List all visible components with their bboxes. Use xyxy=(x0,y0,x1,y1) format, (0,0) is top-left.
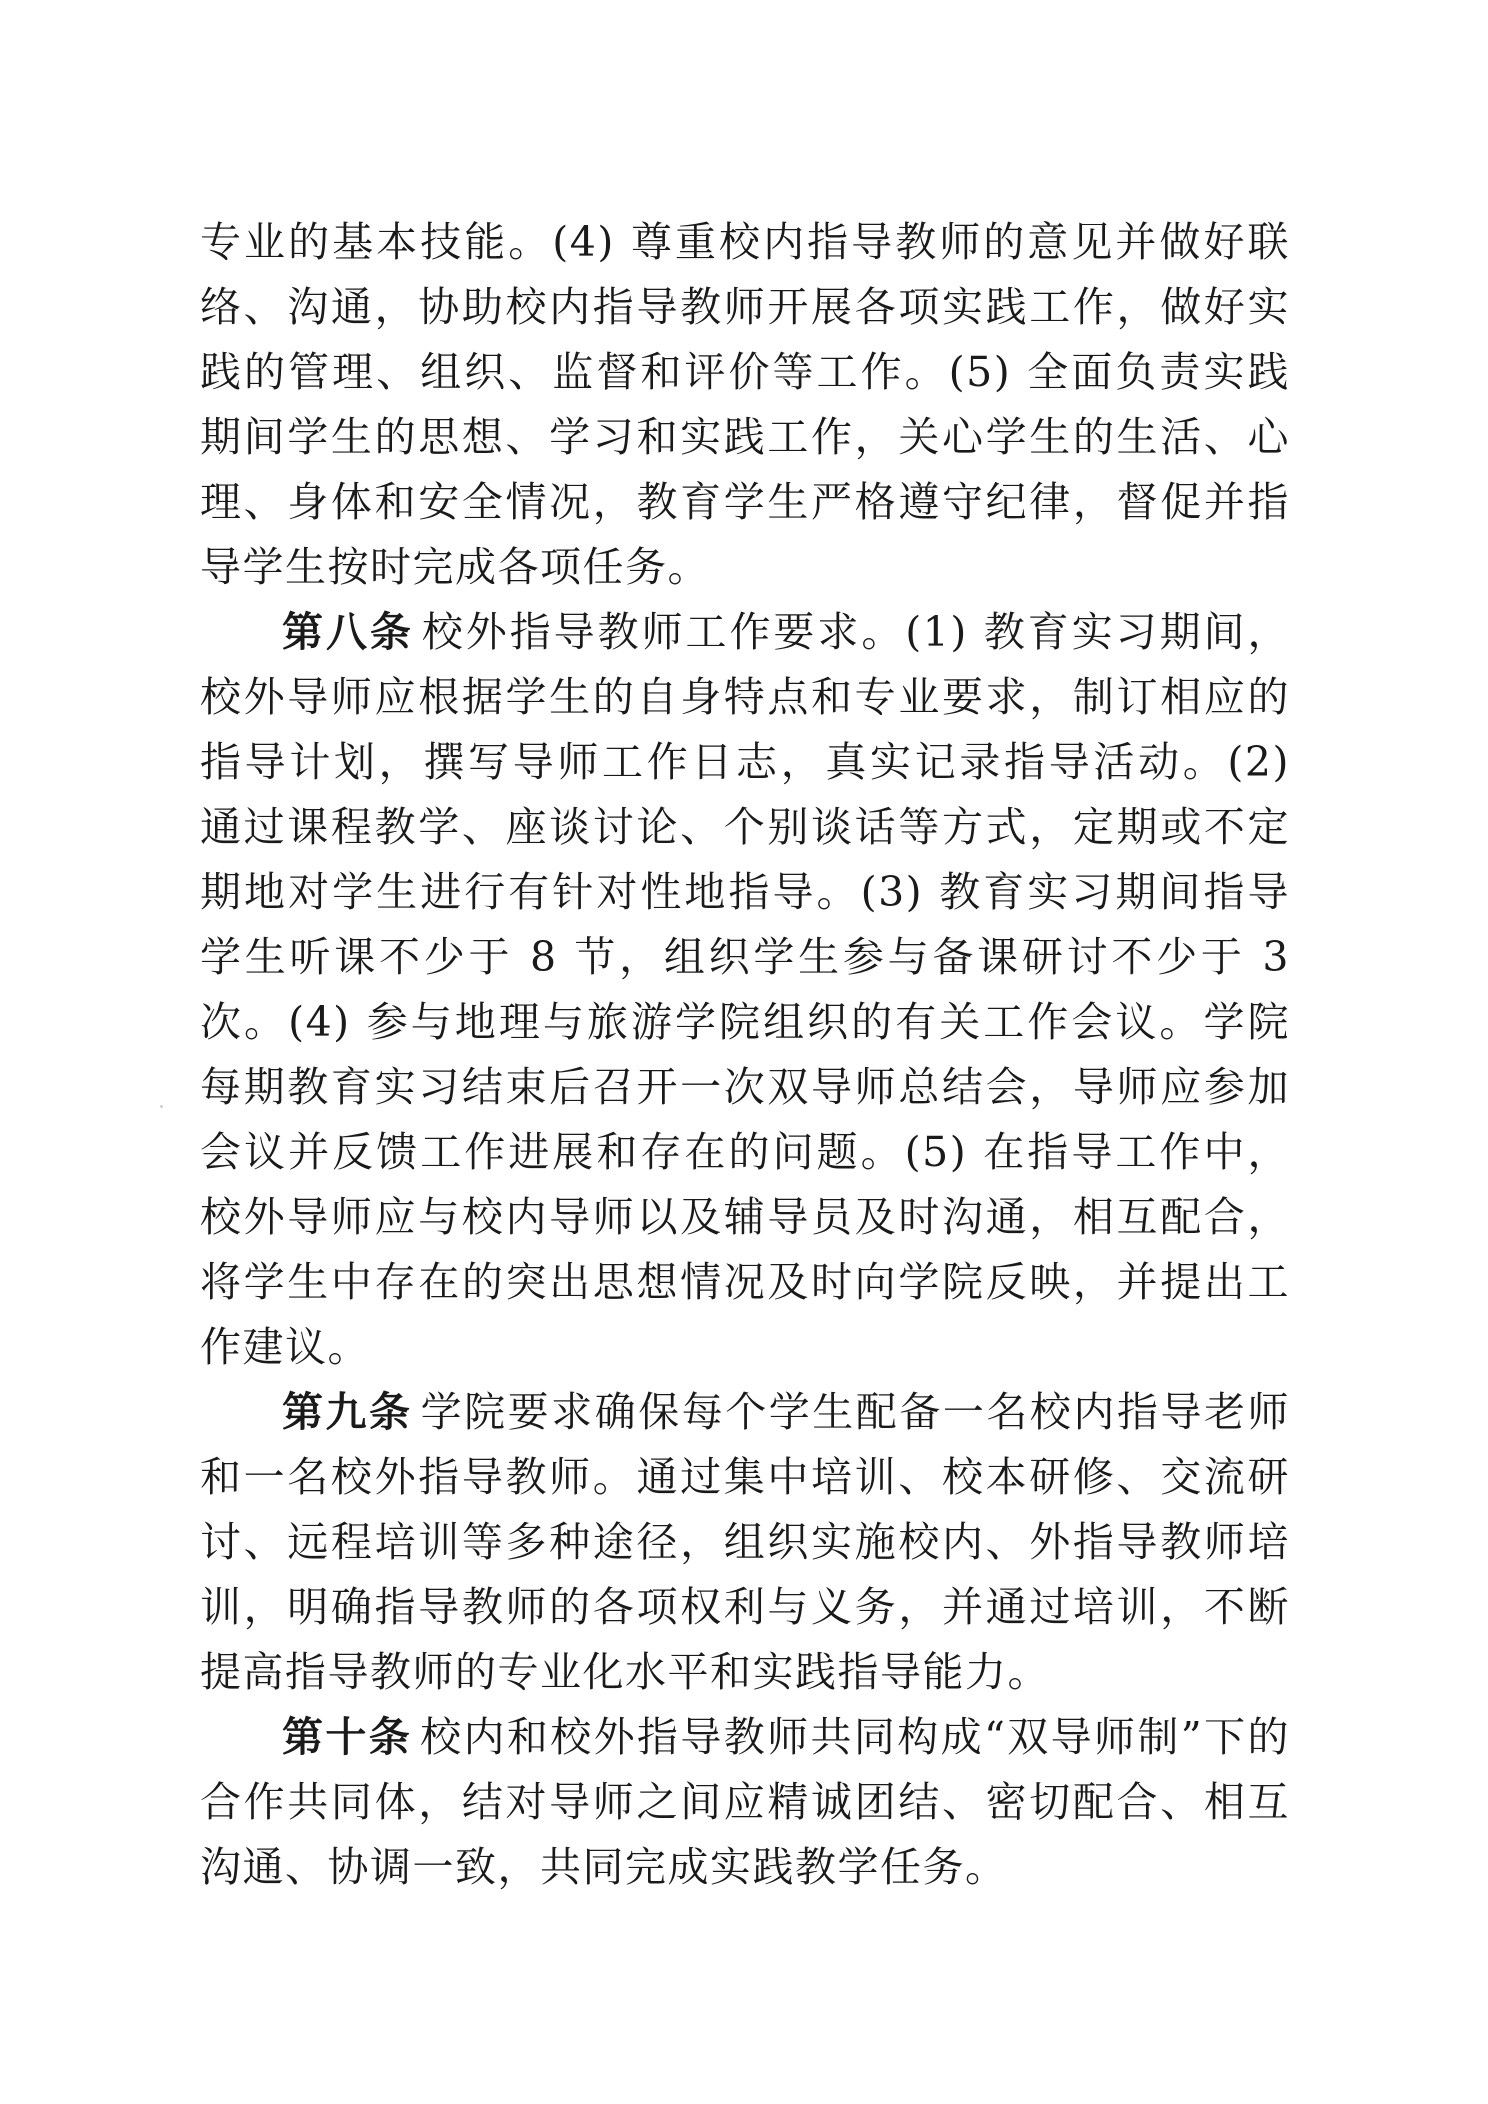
article-9-label: 第九条 xyxy=(282,1388,413,1436)
article-8-text: 校外指导教师工作要求。(1) 教育实习期间，校外导师应根据学生的自身特点和专业要求，制订相应的指导计划，撰写导师工作日志，真实记录指导活动。(2) 通过课程教学、座谈讨论、个别谈话等方式，定期或不定期地对学生进行有针对性地指导。(3) 教育实习期间指导学生听课不少于 8 节，组织学生参与备课研讨不少于 3 次。(4) 参与地理与旅游学院组织的有关工作会议。学院每期教育实习结束后召开一次双导师总结会，导师应参加会议并反馈工作进展和存在的问题。(5) 在指导工作中，校外导师应与校内导师以及辅导员及时沟通，相互配合，将学生中存在的突出思想情况及时向学院反映，并提出工作建议。 xyxy=(200,608,1291,1371)
article-8-paragraph xyxy=(200,600,1290,1380)
article-10-label: 第十条 xyxy=(282,1713,413,1761)
article-9-text: 学院要求确保每个学生配备一名校内指导老师和一名校外指导教师。通过集中培训、校本研修、交流研讨、远程培训等多种途径，组织实施校内、外指导教师培训，明确指导教师的各项权利与义务，并通过培训，不断提高指导教师的专业化水平和实践指导能力。 xyxy=(200,1388,1291,1696)
article-10-paragraph xyxy=(200,1705,1290,1900)
scan-speck xyxy=(160,1105,163,1108)
paragraph-continuation xyxy=(200,210,1290,600)
paragraph-text: 专业的基本技能。(4) 尊重校内指导教师的意见并做好联络、沟通，协助校内指导教师开展各项实践工作，做好实践的管理、组织、监督和评价等工作。(5) 全面负责实践期间学生的思想、学习和实践工作，关心学生的生活、心理、身体和安全情况，教育学生严格遵守纪律，督促并指导学生按时完成各项任务。 xyxy=(200,218,1290,591)
document-page xyxy=(200,210,1290,1900)
article-8-label: 第八条 xyxy=(282,608,414,656)
article-9-paragraph xyxy=(200,1380,1290,1705)
article-10-text: 校内和校外指导教师共同构成“双导师制”下的合作共同体，结对导师之间应精诚团结、密切配合、相互沟通、协调一致，共同完成实践教学任务。 xyxy=(200,1713,1291,1891)
